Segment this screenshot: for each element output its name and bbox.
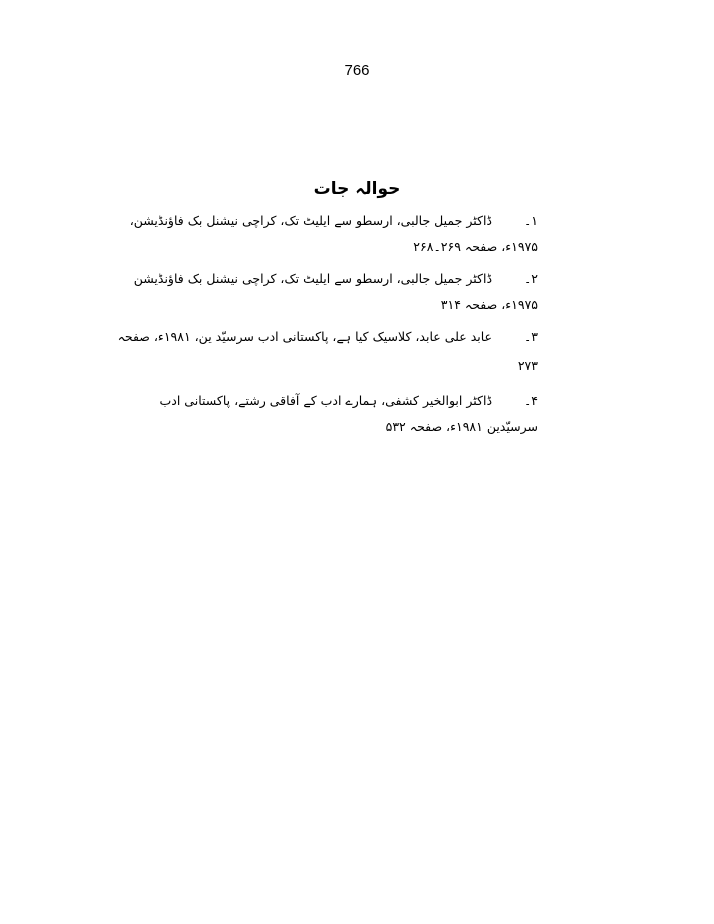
reference-number: ۲۔ [523,271,538,286]
reference-line [129,208,538,234]
reference-item-4 [160,388,538,440]
reference-text: ڈاکٹر جمیل جالبی، ارسطو سے ایلیٹ تک، کراچی نیشنل بک فاؤنڈیشن، [129,213,493,228]
reference-continuation: ۱۹۷۵ء، صفحہ ۲۶۹۔۲۶۸ [413,239,538,254]
references-heading: حوالہ جات [313,179,401,199]
reference-line [160,388,538,414]
reference-continuation: ۲۷۳ [517,358,538,373]
reference-line [133,266,538,292]
reference-continuation: ۱۹۷۵ء، صفحہ ۳۱۴ [440,297,538,312]
reference-number: ۳۔ [523,329,538,344]
reference-text: ڈاکٹر جمیل جالبی، ارسطو سے ایلیٹ تک، کراچی نیشنل بک فاؤنڈیشن [133,271,493,286]
reference-text: ڈاکٹر ابوالخیر کشفی، ہمارے ادب کے آفاقی رشتے، پاکستانی ادب [159,393,493,408]
reference-item-2 [133,266,538,318]
reference-item-3 [117,324,538,382]
page-number: 766 [344,62,370,79]
reference-item-1 [129,208,538,260]
reference-line [117,324,538,350]
reference-list [117,208,538,446]
reference-number: ۱۔ [523,213,538,228]
reference-continuation: سرسیّدین ۱۹۸۱ء، صفحہ ۵۳۲ [385,419,538,434]
reference-text: عابد علی عابد، کلاسیک کیا ہے، پاکستانی ادب سرسیّد ین، ۱۹۸۱ء، صفحہ [117,329,493,344]
reference-number: ۴۔ [523,393,538,408]
